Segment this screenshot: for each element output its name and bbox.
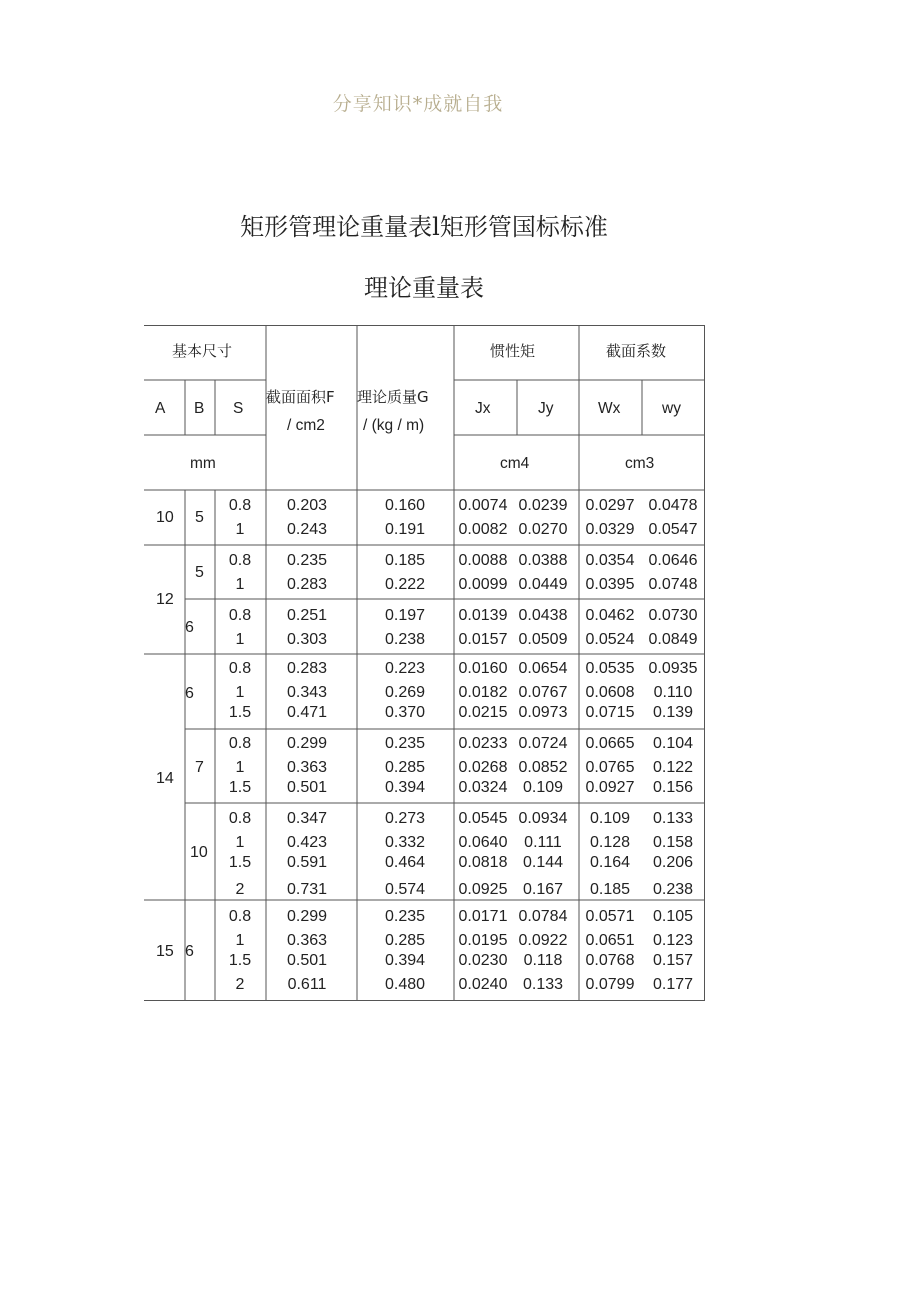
table-cell-Wx: 0.0297 (585, 497, 635, 514)
header-mass: 理论质量G (357, 388, 429, 406)
table-cell-Jy: 0.0973 (518, 704, 568, 721)
table-cell-Jy: 0.0270 (518, 521, 568, 538)
table-cell-S: 1 (235, 521, 245, 538)
table-cell-F: 0.347 (286, 810, 328, 827)
table-cell-Jy: 0.0449 (518, 576, 568, 593)
table-cell-wy: 0.0547 (648, 521, 698, 538)
table-cell-F: 0.299 (286, 735, 328, 752)
A-value-10: 10 (156, 509, 174, 526)
table-cell-Jx: 0.0195 (458, 932, 508, 949)
table-cell-Jx: 0.0088 (458, 552, 508, 569)
table-cell-F: 0.731 (286, 881, 328, 898)
table-cell-Wx: 0.0329 (585, 521, 635, 538)
table-cell-wy: 0.0478 (648, 497, 698, 514)
table-cell-S: 0.8 (228, 810, 252, 827)
table-cell-Jy: 0.109 (522, 779, 564, 796)
table-cell-wy: 0.156 (652, 779, 694, 796)
B-value: 5 (195, 564, 204, 581)
A-value-12: 12 (156, 591, 174, 608)
table-cell-Jy: 0.0654 (518, 660, 568, 677)
table-cell-wy: 0.206 (652, 854, 694, 871)
table-cell-G: 0.223 (384, 660, 426, 677)
table-cell-Jx: 0.0925 (458, 881, 508, 898)
B-value: 6 (185, 619, 194, 636)
table-cell-G: 0.285 (384, 932, 426, 949)
header-Jy: Jy (538, 400, 554, 417)
table-cell-S: 0.8 (228, 607, 252, 624)
table-cell-Wx: 0.0715 (585, 704, 635, 721)
table-cell-Jx: 0.0171 (458, 908, 508, 925)
table-cell-S: 1.5 (228, 854, 252, 871)
table-cell-Wx: 0.0765 (585, 759, 635, 776)
table-cell-G: 0.185 (384, 552, 426, 569)
table-cell-S: 1 (235, 684, 245, 701)
B-value: 6 (185, 943, 194, 960)
table-cell-F: 0.283 (286, 660, 328, 677)
table-cell-Jy: 0.0239 (518, 497, 568, 514)
table-cell-S: 1 (235, 759, 245, 776)
table-cell-Wx: 0.0354 (585, 552, 635, 569)
table-cell-Jx: 0.0240 (458, 976, 508, 993)
header-inertia: 惯性矩 (490, 342, 536, 360)
table-cell-S: 1 (235, 576, 245, 593)
header-S: S (233, 400, 244, 417)
table-cell-Jy: 0.111 (524, 834, 562, 851)
page-title: 矩形管理论重量表l矩形管国标标准 (240, 213, 608, 241)
table-cell-G: 0.197 (384, 607, 426, 624)
table-cell-wy: 0.0646 (648, 552, 698, 569)
table-cell-G: 0.394 (384, 952, 426, 969)
table-cell-Wx: 0.0768 (585, 952, 635, 969)
table-cell-G: 0.285 (384, 759, 426, 776)
table-cell-Jy: 0.0922 (518, 932, 568, 949)
table-cell-F: 0.203 (286, 497, 328, 514)
table-cell-Jx: 0.0818 (458, 854, 508, 871)
table-cell-G: 0.269 (384, 684, 426, 701)
header-wy: wy (662, 400, 681, 417)
table-cell-G: 0.464 (384, 854, 426, 871)
table-cell-G: 0.191 (384, 521, 426, 538)
table-cell-F: 0.363 (286, 932, 328, 949)
table-cell-Jx: 0.0233 (458, 735, 508, 752)
B-value: 5 (195, 509, 204, 526)
table-cell-F: 0.591 (286, 854, 328, 871)
header-basic-size: 基本尺寸 (172, 342, 233, 360)
table-cell-G: 0.394 (384, 779, 426, 796)
table-cell-Jx: 0.0268 (458, 759, 508, 776)
table-cell-Jx: 0.0640 (458, 834, 508, 851)
table-cell-F: 0.471 (286, 704, 328, 721)
table-cell-F: 0.299 (286, 908, 328, 925)
table-cell-Jy: 0.0509 (518, 631, 568, 648)
table-cell-F: 0.303 (286, 631, 328, 648)
table-cell-Jy: 0.0934 (518, 810, 568, 827)
table-cell-F: 0.343 (286, 684, 328, 701)
table-cell-S: 1.5 (228, 779, 252, 796)
watermark-text: 分享知识*成就自我 (332, 93, 504, 115)
table-cell-Jx: 0.0139 (458, 607, 508, 624)
table-cell-F: 0.501 (286, 952, 328, 969)
header-area: 截面面积F (266, 388, 335, 406)
table-cell-Jx: 0.0160 (458, 660, 508, 677)
table-cell-Wx: 0.0524 (585, 631, 635, 648)
table-cell-Wx: 0.164 (589, 854, 631, 871)
page-subtitle: 理论重量表 (364, 274, 484, 302)
table-cell-S: 0.8 (228, 552, 252, 569)
table-cell-wy: 0.177 (652, 976, 694, 993)
table-cell-G: 0.235 (384, 735, 426, 752)
table-cell-Wx: 0.0799 (585, 976, 635, 993)
table-cell-Jx: 0.0324 (458, 779, 508, 796)
table-cell-Jx: 0.0082 (458, 521, 508, 538)
table-cell-Jx: 0.0099 (458, 576, 508, 593)
table-cell-S: 1 (235, 631, 245, 648)
table-cell-Wx: 0.0927 (585, 779, 635, 796)
table-cell-Jx: 0.0074 (458, 497, 508, 514)
table-cell-Jy: 0.0784 (518, 908, 568, 925)
table-cell-G: 0.480 (384, 976, 426, 993)
table-cell-Jy: 0.0852 (518, 759, 568, 776)
table-cell-wy: 0.122 (652, 759, 694, 776)
table-cell-wy: 0.139 (652, 704, 694, 721)
table-cell-wy: 0.0730 (648, 607, 698, 624)
table-cell-G: 0.273 (384, 810, 426, 827)
header-Jx: Jx (475, 400, 491, 417)
table-cell-Wx: 0.109 (589, 810, 631, 827)
header-mass-unit: / (kg / m) (363, 417, 425, 434)
header-modulus: 截面系数 (606, 342, 667, 360)
table-cell-wy: 0.238 (652, 881, 694, 898)
table-cell-wy: 0.104 (652, 735, 694, 752)
table-cell-S: 0.8 (228, 908, 252, 925)
table-cell-F: 0.501 (286, 779, 328, 796)
table-cell-Jy: 0.0438 (518, 607, 568, 624)
table-cell-wy: 0.158 (652, 834, 694, 851)
table-cell-F: 0.363 (286, 759, 328, 776)
table-cell-S: 1 (235, 932, 245, 949)
header-Wx: Wx (598, 400, 621, 417)
table-cell-Wx: 0.0608 (585, 684, 635, 701)
B-value: 7 (195, 759, 204, 776)
table-cell-Wx: 0.0535 (585, 660, 635, 677)
A-value-14: 14 (156, 770, 174, 787)
table-cell-S: 1.5 (228, 952, 252, 969)
table-cell-F: 0.235 (286, 552, 328, 569)
table-cell-Wx: 0.0651 (585, 932, 635, 949)
table-cell-F: 0.423 (286, 834, 328, 851)
table-cell-wy: 0.0849 (648, 631, 698, 648)
header-B: B (194, 400, 205, 417)
table-cell-Jx: 0.0230 (458, 952, 508, 969)
table-cell-G: 0.332 (384, 834, 426, 851)
table-cell-Jy: 0.0767 (518, 684, 568, 701)
table-cell-G: 0.574 (384, 881, 426, 898)
table-cell-S: 0.8 (228, 497, 252, 514)
table-cell-wy: 0.133 (652, 810, 694, 827)
table-cell-G: 0.238 (384, 631, 426, 648)
header-unit-mm: mm (190, 455, 216, 472)
table-cell-Jx: 0.0157 (458, 631, 508, 648)
table-cell-Jx: 0.0182 (458, 684, 508, 701)
table-cell-Wx: 0.0571 (585, 908, 635, 925)
B-value: 6 (185, 685, 194, 702)
header-unit-cm4: cm4 (500, 455, 530, 472)
table-cell-wy: 0.0935 (648, 660, 698, 677)
table-cell-Wx: 0.185 (589, 881, 631, 898)
B-value: 10 (190, 844, 208, 861)
table-cell-S: 0.8 (228, 735, 252, 752)
header-area-unit: / cm2 (287, 417, 325, 434)
table-cell-Wx: 0.0665 (585, 735, 635, 752)
weight-table (144, 325, 705, 1001)
table-cell-wy: 0.105 (652, 908, 694, 925)
table-cell-F: 0.243 (286, 521, 328, 538)
table-cell-Wx: 0.0395 (585, 576, 635, 593)
table-cell-F: 0.283 (286, 576, 328, 593)
table-cell-Wx: 0.128 (589, 834, 631, 851)
table-cell-S: 2 (235, 976, 245, 993)
table-cell-F: 0.611 (287, 976, 327, 993)
table-cell-Jy: 0.167 (522, 881, 564, 898)
header-unit-cm3: cm3 (625, 455, 655, 472)
table-cell-G: 0.370 (384, 704, 426, 721)
A-value-15: 15 (156, 943, 174, 960)
table-cell-G: 0.222 (384, 576, 426, 593)
table-cell-wy: 0.0748 (648, 576, 698, 593)
table-cell-Jx: 0.0215 (458, 704, 508, 721)
table-cell-Jy: 0.118 (523, 952, 563, 969)
table-cell-Wx: 0.0462 (585, 607, 635, 624)
table-cell-S: 1 (235, 834, 245, 851)
table-cell-wy: 0.157 (652, 952, 694, 969)
table-cell-G: 0.235 (384, 908, 426, 925)
header-A: A (155, 400, 166, 417)
table-cell-wy: 0.110 (653, 684, 693, 701)
table-cell-G: 0.160 (384, 497, 426, 514)
table-cell-S: 0.8 (228, 660, 252, 677)
table-cell-Jx: 0.0545 (458, 810, 508, 827)
table-cell-S: 1.5 (228, 704, 252, 721)
table-cell-Jy: 0.0388 (518, 552, 568, 569)
table-cell-Jy: 0.144 (522, 854, 564, 871)
table-cell-Jy: 0.0724 (518, 735, 568, 752)
table-cell-wy: 0.123 (652, 932, 694, 949)
table-cell-S: 2 (235, 881, 245, 898)
table-cell-Jy: 0.133 (522, 976, 564, 993)
table-cell-F: 0.251 (286, 607, 328, 624)
